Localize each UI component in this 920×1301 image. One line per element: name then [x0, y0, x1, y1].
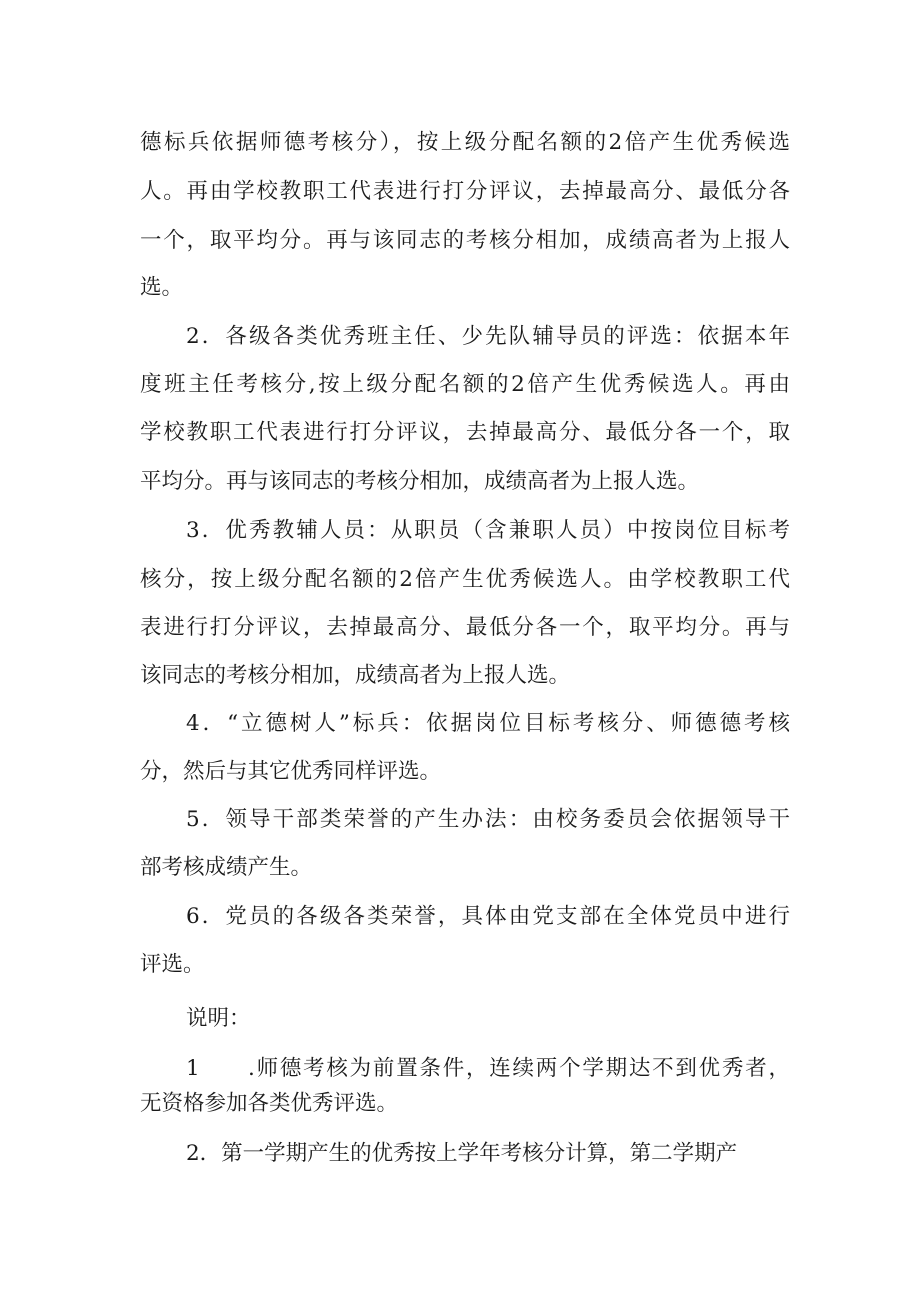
- paragraph-line: 2．各级各类优秀班主任、少先队辅导员的评选：依据本年: [186, 324, 790, 349]
- paragraph-line: 3．优秀教辅人员：从职员（含兼职人员）中按岗位目标考: [186, 518, 790, 543]
- paragraph-line: 4．“立德树人”标兵：依据岗位目标考核分、师德德考核: [186, 711, 790, 736]
- paragraph-line: 学校教职工代表进行打分评议，去掉最高分、最低分各一个，取: [140, 420, 790, 445]
- paragraph-line: 该同志的考核分相加，成绩高者为上报人选。: [140, 663, 571, 688]
- paragraph-line: 核分，按上级分配名额的2倍产生优秀候选人。由学校教职工代: [140, 567, 790, 592]
- paragraph-line: 无资格参加各类优秀评选。: [140, 1091, 399, 1116]
- notes-heading: 说明：: [186, 1006, 251, 1031]
- paragraph-line: 1 .师德考核为前置条件，连续两个学期达不到优秀者，: [186, 1056, 790, 1081]
- paragraph-line: 一个，取平均分。再与该同志的考核分相加，成绩高者为上报人: [140, 228, 790, 253]
- paragraph-line: 评选。: [140, 952, 205, 977]
- paragraph-line: 部考核成绩产生。: [140, 855, 313, 880]
- paragraph-line: 2．第一学期产生的优秀按上学年考核分计算，第二学期产: [186, 1141, 738, 1166]
- paragraph-line: 度班主任考核分,按上级分配名额的2倍产生优秀候选人。再由: [140, 372, 790, 397]
- paragraph-line: 德标兵依据师德考核分），按上级分配名额的2倍产生优秀候选: [140, 130, 790, 155]
- paragraph-line: 平均分。再与该同志的考核分相加，成绩高者为上报人选。: [140, 469, 700, 494]
- paragraph-line: 人。再由学校教职工代表进行打分评议，去掉最高分、最低分各: [140, 179, 790, 204]
- paragraph-line: 5．领导干部类荣誉的产生办法：由校务委员会依据领导干: [186, 807, 790, 832]
- paragraph-line: 表进行打分评议，去掉最高分、最低分各一个，取平均分。再与: [140, 615, 790, 640]
- paragraph-line: 6．党员的各级各类荣誉，具体由党支部在全体党员中进行: [186, 904, 790, 929]
- paragraph-line: 选。: [140, 275, 184, 300]
- paragraph-line: 分，然后与其它优秀同样评选。: [140, 759, 442, 784]
